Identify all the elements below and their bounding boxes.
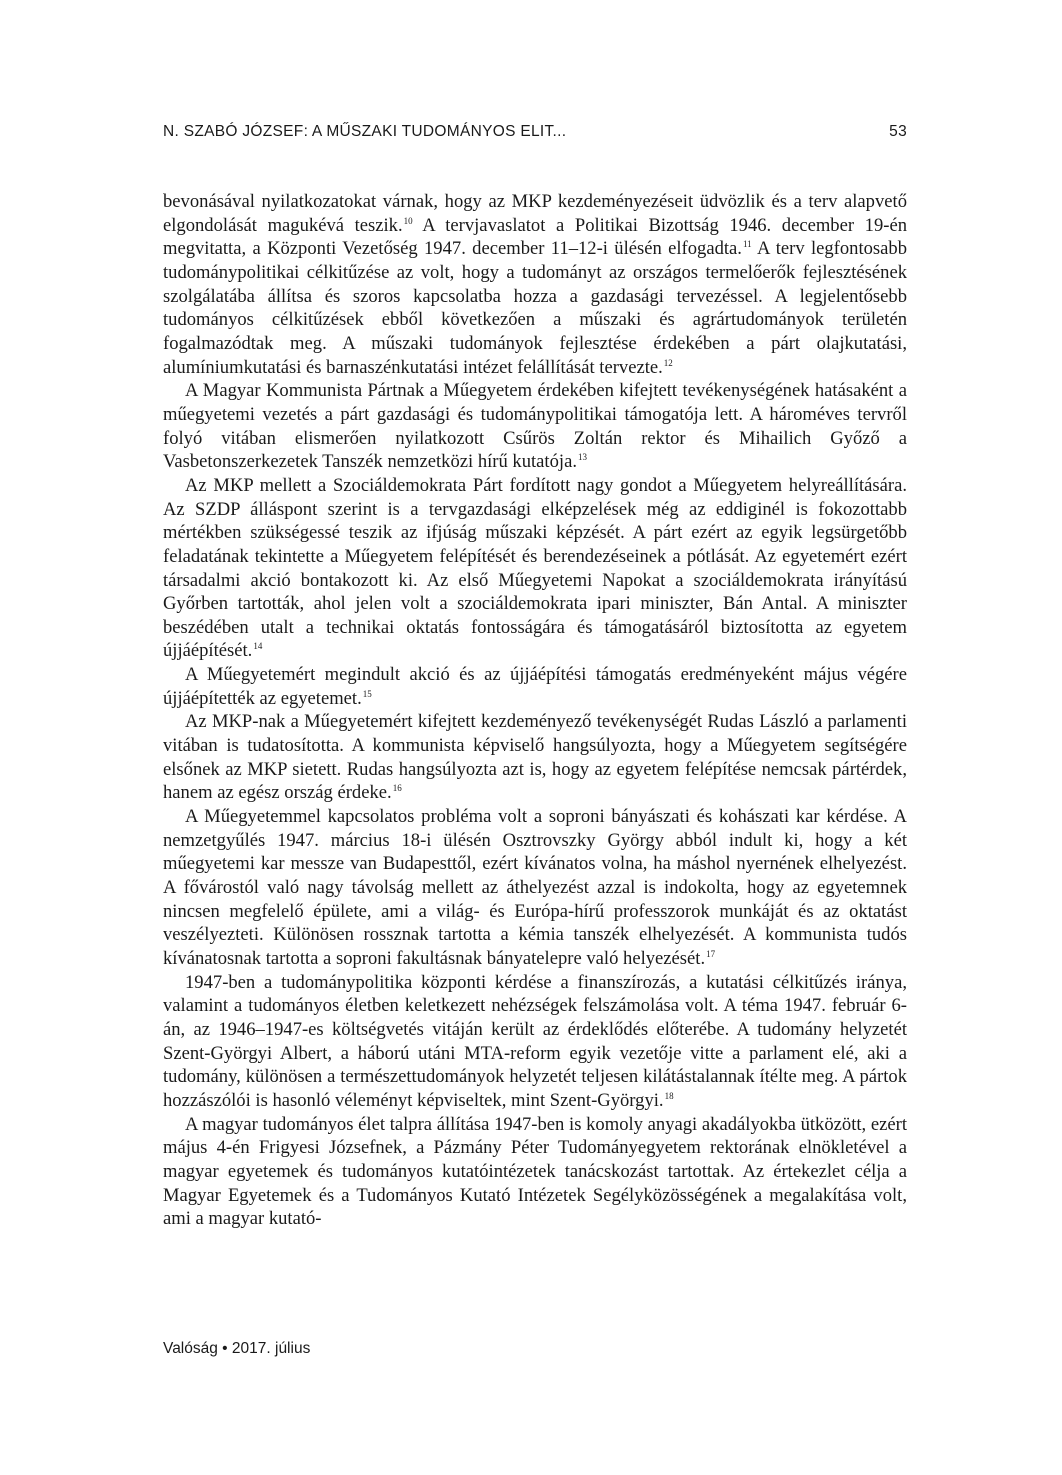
paragraph-text: A Műegyetemért megindult akció és az újjáépítési támogatás eredményeként május végére újjáépítették az egyetemet. bbox=[163, 664, 907, 709]
footnote-ref: 15 bbox=[362, 688, 372, 699]
paragraph bbox=[163, 190, 907, 379]
footnote-ref: 17 bbox=[706, 949, 716, 959]
footnote-ref: 14 bbox=[253, 641, 263, 652]
paragraph bbox=[163, 663, 907, 710]
footnote-ref: 13 bbox=[577, 452, 587, 463]
paragraph-text: Az MKP-nak a Műegyetemért kifejtett kezdeményező tevékenységét Rudas László a parlamenti vitában is tudatosította. A kommunista képviselő hangsúlyozta, hogy a Műegyetem segítségére elsőnek az MKP sietett. Rudas hangsúlyozta azt is, hogy az egyetem felépítése nemcsak pártérdek, hanem az egész ország érdeke. bbox=[163, 711, 907, 804]
footnote-ref: 16 bbox=[392, 783, 402, 794]
footnote-ref: 10 bbox=[403, 215, 413, 226]
page-number: 53 bbox=[889, 123, 907, 140]
paragraph bbox=[163, 1113, 907, 1231]
paragraph bbox=[163, 805, 907, 971]
paragraph-text: A terv legfontosabb tudománypolitikai célkitűzése az volt, hogy a tudományt az országos termelőerők fejlesztésének szolgálatába állítsa és szoros kapcsolatba hozza a gazdasági tervezéssel. A legjelentősebb tudományos célkitűzések ebből következően a műszaki és agrártudományok területén fogalmazódtak meg. A műszaki tudományok fejlesztése érdekében a párt olajkutatási, alumíniumkutatási és barnaszénkutatási intézet felállítását tervezte. bbox=[163, 238, 908, 378]
paragraph bbox=[163, 971, 907, 1113]
paragraph-text: A tervjavaslatot a Politikai Bizottság 1946. december 19-én megvitatta, a Központi Vezetőség 1947. december 11–12-i ülésén elfogadta. bbox=[163, 214, 907, 260]
paragraph-text: bevonásával nyilatkozatokat várnak, hogy az MKP kezdeményezéseit üdvözlik és a terv alapvető elgondolását magukévá teszik. bbox=[163, 191, 907, 236]
paragraph-text: 1947-ben a tudománypolitika központi kérdése a finanszírozás, a kutatási célkitűzés iránya, valamint a tudományos életben keletkezett nehézségek felszámolása volt. A téma 1947. február 6-án, az 1946–1947-es költségvetés vitáján került az érdeklődés előterébe. A tudomány helyzetét Szent-Györgyi Albert, a háború utáni MTA-reform egyik vezetője vitte a parlament elé, aki a tudomány, különösen a természettudományok helyzetét teljesen kilátástalannak ítélte meg. A pártok hozzászólói is hasonló véleményt képviseltek, mint Szent-Györgyi. bbox=[163, 971, 907, 1111]
footer: Valóság • 2017. július bbox=[163, 1340, 311, 1357]
footnote-ref: 11 bbox=[742, 239, 752, 250]
footnote-ref: 18 bbox=[664, 1090, 674, 1101]
running-title: N. SZABÓ JÓZSEF: A MŰSZAKI TUDOMÁNYOS ELIT... bbox=[163, 123, 567, 140]
paragraph bbox=[163, 710, 907, 805]
paragraph-text: A magyar tudományos élet talpra állítása 1947-ben is komoly anyagi akadályokba ütközött, ezért május 4-én Frigyesi Józsefnek, a Pázmány Péter Tudományegyetem rektorának elnökletével a magyar egyetemek és tudományos kutatóintézetek tanácskozást tartottak. Az értekezlet célja a Magyar Egyetemek és a Tudományos Kutató Intézetek Segélyközösségének a megalakítása volt, ami a magyar kutató- bbox=[163, 1113, 907, 1230]
footnote-ref: 12 bbox=[663, 357, 673, 368]
paragraph bbox=[163, 474, 907, 663]
paragraph-text: A Műegyetemmel kapcsolatos probléma volt a soproni bányászati és kohászati kar kérdése. A nemzetgyűlés 1947. március 18-i ülésén Osztrovszky György abból indult ki, hogy a két műegyetemi kar messze van Budapesttől, ezért kívánatos volna, ha máshol nyernének elhelyezést. A fővárostól való nagy távolság mellett az áthelyezést azzal is indokolta, hogy az egyetemnek nincsen megfelelő épülete, ami a világ- és Európa-hírű professzorok munkáját és az oktatást veszélyezteti. Különösen rossznak tartotta a kémia tanszék elhelyezését. A kommunista tudós kívánatosnak tartotta a soproni fakultásnak bányatelepre való helyezését. bbox=[163, 806, 907, 969]
body-text bbox=[163, 190, 907, 1231]
paragraph-text: Az MKP mellett a Szociáldemokrata Párt fordított nagy gondot a Műegyetem helyreállítására. Az SZDP álláspont szerint is a tervgazdasági elképzelések még az eddiginél is fokozottabb mértékben szükségessé teszik az ifjúság műszaki képzését. A párt ezért az egyik legsürgetőbb feladatának tekintette a Műegyetem felépítését és berendezéseinek a pótlását. Az egyetemért ezért társadalmi akció bontakozott ki. Az első Műegyetemi Napokat a szociáldemokrata irányítású Győrben tartották, ahol jelen volt a szociáldemokrata ipari miniszter, Bán Antal. A miniszter beszédében utalt a technikai oktatás fontosságára és támogatásáról biztosította az egyetem újjáépítését. bbox=[163, 474, 907, 662]
paragraph-text: A Magyar Kommunista Pártnak a Műegyetem érdekében kifejtett tevékenységének hatásaként a műegyetemi vezetés a párt gazdasági és tudománypolitikai támogatója lett. A hároméves tervről folyó vitában elismerően nyilatkozott Csűrös Zoltán rektor és Mihailich Győző a Vasbetonszerkezetek Tanszék nemzetközi hírű kutatója. bbox=[163, 380, 907, 473]
paragraph bbox=[163, 379, 907, 474]
running-head bbox=[163, 123, 907, 145]
